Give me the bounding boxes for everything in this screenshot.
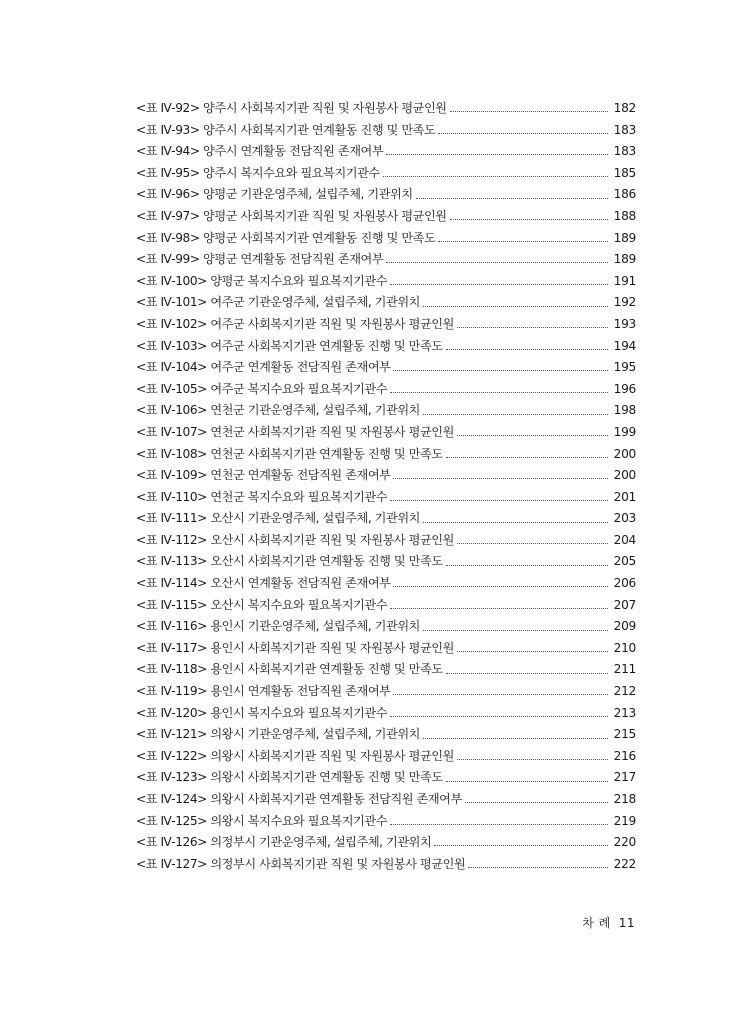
toc-entry[interactable] — [136, 659, 636, 681]
dot-leader — [383, 176, 608, 177]
dot-leader — [457, 327, 608, 328]
table-of-contents — [136, 98, 636, 875]
toc-entry-label: <표 Ⅳ-95> 양주시 복지수요와 필요복지기관수 — [136, 165, 380, 180]
toc-entry-label: <표 Ⅳ-105> 여주군 복지수요와 필요복지기관수 — [136, 381, 388, 396]
toc-entry-page: 193 — [613, 316, 636, 331]
toc-entry-page: 209 — [613, 619, 636, 634]
toc-entry-page: 211 — [613, 662, 636, 677]
toc-entry-label: <표 Ⅳ-97> 양평군 사회복지기관 직원 및 자원봉사 평균인원 — [136, 208, 447, 223]
dot-leader — [438, 241, 607, 242]
toc-entry-label: <표 Ⅳ-124> 의왕시 사회복지기관 연계활동 전담직원 존재여부 — [136, 792, 462, 806]
toc-entry[interactable] — [136, 595, 636, 617]
toc-entry-page: 217 — [613, 770, 636, 785]
toc-entry-page: 199 — [613, 424, 636, 439]
toc-entry-label: <표 Ⅳ-119> 용인시 연계활동 전담직원 존재여부 — [136, 684, 391, 699]
toc-entry-page: 191 — [613, 273, 636, 288]
dot-leader — [434, 845, 607, 846]
toc-entry-label: <표 Ⅳ-126> 의정부시 기관운영주체, 설립주체, 기관위치 — [136, 835, 432, 850]
dot-leader — [446, 349, 608, 350]
dot-leader — [416, 198, 608, 199]
toc-entry-page: 189 — [613, 230, 636, 245]
dot-leader — [390, 392, 608, 393]
toc-entry-label: <표 Ⅳ-114> 오산시 연계활동 전담직원 존재여부 — [136, 576, 391, 591]
toc-entry-page: 210 — [613, 640, 636, 655]
toc-entry[interactable] — [136, 854, 636, 876]
toc-entry-page: 222 — [613, 856, 636, 871]
toc-entry-page: 188 — [613, 208, 636, 223]
toc-entry-label: <표 Ⅳ-115> 오산시 복지수요와 필요복지기관수 — [136, 597, 388, 612]
toc-entry-label: <표 Ⅳ-92> 양주시 사회복지기관 직원 및 자원봉사 평균인원 — [136, 101, 447, 115]
toc-entry-label: <표 Ⅳ-103> 여주군 사회복지기관 연계활동 진행 및 만족도 — [136, 338, 443, 353]
toc-entry-label: <표 Ⅳ-122> 의왕시 사회복지기관 직원 및 자원봉사 평균인원 — [136, 748, 454, 763]
dot-leader — [450, 111, 608, 112]
dot-leader — [465, 802, 608, 803]
toc-entry-page: 200 — [613, 446, 636, 461]
toc-entry-page: 183 — [613, 144, 636, 159]
page-footer — [582, 914, 635, 931]
toc-entry-label: <표 Ⅳ-93> 양주시 사회복지기관 연계활동 진행 및 만족도 — [136, 122, 436, 137]
dot-leader — [393, 478, 607, 479]
footer-section-label: 차 례 — [582, 916, 611, 930]
toc-entry-label: <표 Ⅳ-111> 오산시 기관운영주체, 설립주체, 기관위치 — [136, 511, 420, 526]
toc-entry-label: <표 Ⅳ-123> 의왕시 사회복지기관 연계활동 진행 및 만족도 — [136, 770, 443, 785]
dot-leader — [390, 500, 608, 501]
dot-leader — [438, 133, 607, 134]
toc-entry[interactable] — [136, 767, 636, 789]
dot-leader — [393, 694, 607, 695]
toc-entry[interactable] — [136, 724, 636, 746]
toc-entry-page: 198 — [613, 403, 636, 418]
dot-leader — [386, 154, 607, 155]
toc-entry[interactable] — [136, 444, 636, 466]
toc-entry-label: <표 Ⅳ-117> 용인시 사회복지기관 직원 및 자원봉사 평균인원 — [136, 640, 454, 655]
toc-entry-label: <표 Ⅳ-106> 연천군 기관운영주체, 설립주체, 기관위치 — [136, 403, 420, 418]
toc-entry-label: <표 Ⅳ-109> 연천군 연계활동 전담직원 존재여부 — [136, 468, 391, 483]
toc-entry[interactable] — [136, 357, 636, 379]
toc-entry-page: 220 — [613, 835, 636, 850]
toc-entry-page: 206 — [613, 576, 636, 591]
dot-leader — [386, 262, 607, 263]
toc-entry[interactable] — [136, 141, 636, 163]
toc-entry-page: 194 — [613, 338, 636, 353]
toc-entry-label: <표 Ⅳ-127> 의정부시 사회복지기관 직원 및 자원봉사 평균인원 — [136, 856, 466, 871]
toc-entry[interactable] — [136, 184, 636, 206]
dot-leader — [390, 716, 608, 717]
toc-entry-label: <표 Ⅳ-96> 양평군 기관운영주체, 설립주체, 기관위치 — [136, 187, 413, 202]
toc-entry[interactable] — [136, 228, 636, 250]
toc-entry[interactable] — [136, 465, 636, 487]
toc-entry-page: 213 — [613, 705, 636, 720]
dot-leader — [423, 414, 608, 415]
toc-entry-page: 196 — [613, 381, 636, 396]
dot-leader — [457, 651, 608, 652]
toc-entry-label: <표 Ⅳ-121> 의왕시 기관운영주체, 설립주체, 기관위치 — [136, 727, 420, 742]
toc-entry-label: <표 Ⅳ-107> 연천군 사회복지기관 직원 및 자원봉사 평균인원 — [136, 424, 454, 439]
dot-leader — [457, 543, 608, 544]
toc-entry-page: 201 — [613, 489, 636, 504]
toc-entry[interactable] — [136, 292, 636, 314]
toc-entry-label: <표 Ⅳ-101> 여주군 기관운영주체, 설립주체, 기관위치 — [136, 295, 420, 310]
toc-entry-page: 186 — [613, 187, 636, 202]
toc-entry-page: 207 — [613, 597, 636, 612]
dot-leader — [423, 630, 608, 631]
dot-leader — [393, 370, 607, 371]
toc-entry[interactable] — [136, 422, 636, 444]
toc-entry[interactable] — [136, 120, 636, 142]
toc-entry[interactable] — [136, 832, 636, 854]
toc-entry-label: <표 Ⅳ-120> 용인시 복지수요와 필요복지기관수 — [136, 705, 388, 720]
dot-leader — [446, 457, 608, 458]
toc-entry[interactable] — [136, 681, 636, 703]
toc-entry-label: <표 Ⅳ-98> 양평군 사회복지기관 연계활동 진행 및 만족도 — [136, 230, 436, 245]
toc-entry-label: <표 Ⅳ-94> 양주시 연계활동 전담직원 존재여부 — [136, 144, 384, 159]
toc-entry-page: 200 — [613, 468, 636, 483]
dot-leader — [390, 824, 608, 825]
toc-entry-page: 192 — [613, 295, 636, 310]
toc-entry-page: 205 — [613, 554, 636, 569]
dot-leader — [423, 522, 608, 523]
toc-entry-label: <표 Ⅳ-112> 오산시 사회복지기관 직원 및 자원봉사 평균인원 — [136, 532, 454, 547]
toc-entry-label: <표 Ⅳ-102> 여주군 사회복지기관 직원 및 자원봉사 평균인원 — [136, 316, 454, 331]
toc-entry-page: 212 — [613, 684, 636, 699]
dot-leader — [450, 219, 608, 220]
toc-entry-label: <표 Ⅳ-113> 오산시 사회복지기관 연계활동 진행 및 만족도 — [136, 554, 443, 569]
toc-entry[interactable] — [136, 163, 636, 185]
toc-entry[interactable] — [136, 314, 636, 336]
toc-entry[interactable] — [136, 400, 636, 422]
toc-entry[interactable] — [136, 746, 636, 768]
toc-entry[interactable] — [136, 206, 636, 228]
toc-entry[interactable] — [136, 379, 636, 401]
toc-entry-label: <표 Ⅳ-125> 의왕시 복지수요와 필요복지기관수 — [136, 813, 388, 828]
toc-entry-label: <표 Ⅳ-118> 용인시 사회복지기관 연계활동 진행 및 만족도 — [136, 662, 443, 677]
dot-leader — [446, 565, 608, 566]
footer-page-number: 11 — [618, 916, 635, 930]
toc-entry-page: 185 — [613, 165, 636, 180]
toc-entry[interactable] — [136, 336, 636, 358]
toc-entry-page: 219 — [613, 813, 636, 828]
toc-entry[interactable] — [136, 487, 636, 509]
toc-entry[interactable] — [136, 638, 636, 660]
toc-entry-label: <표 Ⅳ-104> 여주군 연계활동 전담직원 존재여부 — [136, 360, 391, 375]
toc-entry[interactable] — [136, 703, 636, 725]
toc-entry-page: 203 — [613, 511, 636, 526]
toc-entry-page: 216 — [613, 748, 636, 763]
toc-entry[interactable] — [136, 811, 636, 833]
toc-entry-label: <표 Ⅳ-116> 용인시 기관운영주체, 설립주체, 기관위치 — [136, 619, 420, 634]
dot-leader — [468, 867, 607, 868]
toc-entry[interactable] — [136, 573, 636, 595]
dot-leader — [423, 306, 608, 307]
toc-entry-page: 218 — [613, 792, 636, 806]
dot-leader — [446, 781, 608, 782]
dot-leader — [457, 435, 608, 436]
toc-entry[interactable] — [136, 789, 636, 811]
toc-entry[interactable] — [136, 551, 636, 573]
toc-entry[interactable] — [136, 271, 636, 293]
toc-entry-page: 183 — [613, 122, 636, 137]
toc-entry[interactable] — [136, 249, 636, 271]
dot-leader — [393, 586, 607, 587]
toc-entry-page: 195 — [613, 360, 636, 375]
toc-entry[interactable] — [136, 616, 636, 638]
toc-entry-label: <표 Ⅳ-108> 연천군 사회복지기관 연계활동 진행 및 만족도 — [136, 446, 443, 461]
toc-entry-label: <표 Ⅳ-100> 양평군 복지수요와 필요복지기관수 — [136, 273, 388, 288]
toc-entry-page: 204 — [613, 532, 636, 547]
toc-entry[interactable] — [136, 508, 636, 530]
toc-entry[interactable] — [136, 98, 636, 120]
toc-entry[interactable] — [136, 530, 636, 552]
toc-entry-label: <표 Ⅳ-99> 양평군 연계활동 전담직원 존재여부 — [136, 252, 384, 267]
toc-entry-page: 182 — [613, 101, 636, 115]
dot-leader — [390, 608, 608, 609]
toc-entry-page: 189 — [613, 252, 636, 267]
dot-leader — [446, 673, 608, 674]
dot-leader — [457, 759, 608, 760]
dot-leader — [390, 284, 608, 285]
toc-entry-page: 215 — [613, 727, 636, 742]
dot-leader — [423, 738, 608, 739]
toc-entry-label: <표 Ⅳ-110> 연천군 복지수요와 필요복지기관수 — [136, 489, 388, 504]
